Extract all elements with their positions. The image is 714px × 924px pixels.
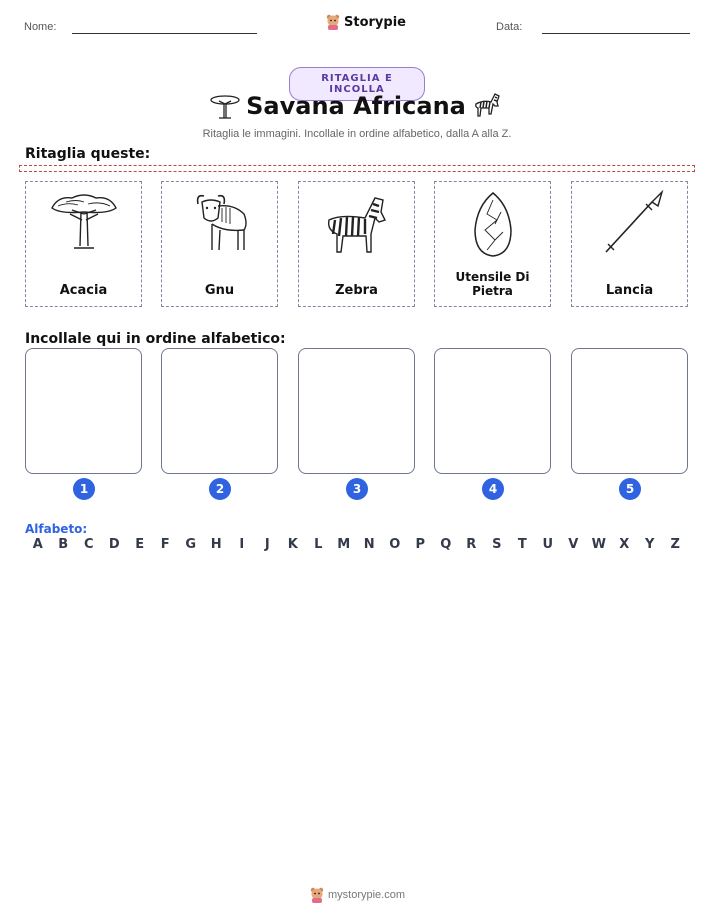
page-title: Savana Africana bbox=[246, 92, 466, 120]
cutout-card-zebra[interactable] bbox=[298, 181, 415, 307]
cut-heading: Ritaglia queste: bbox=[25, 146, 151, 162]
date-label: Data: bbox=[496, 21, 523, 33]
paste-box-3[interactable] bbox=[298, 348, 415, 474]
alphabet-letter: T bbox=[517, 537, 527, 552]
zebra-title-icon bbox=[471, 90, 503, 124]
alphabet-letter: G bbox=[185, 537, 197, 552]
number-badge: 3 bbox=[346, 478, 368, 500]
alphabet-title: Alfabeto: bbox=[25, 522, 88, 536]
footer-url[interactable]: mystorypie.com bbox=[328, 889, 406, 901]
paste-box-1[interactable] bbox=[25, 348, 142, 474]
cutout-card-gnu[interactable] bbox=[161, 181, 278, 307]
alphabet-letter: Y bbox=[645, 537, 655, 552]
alphabet-letter: F bbox=[160, 537, 170, 552]
alphabet-letter: Q bbox=[440, 537, 452, 552]
tree-title-icon bbox=[209, 92, 241, 124]
paste-box-2[interactable] bbox=[161, 348, 278, 474]
number-badge: 1 bbox=[73, 478, 95, 500]
alphabet-letter: Z bbox=[670, 537, 680, 552]
alphabet-letter: D bbox=[108, 537, 120, 552]
alphabet-letter: S bbox=[492, 537, 502, 552]
storypie-bear-icon bbox=[326, 14, 340, 30]
cutout-card-utensile-di-pietra[interactable] bbox=[434, 181, 551, 307]
name-label: Nome: bbox=[24, 21, 57, 33]
paste-heading: Incollale qui in ordine alfabetico: bbox=[25, 331, 286, 347]
date-line[interactable] bbox=[542, 33, 690, 34]
stone-tool-icon bbox=[457, 190, 529, 258]
alphabet-letter: E bbox=[135, 537, 145, 552]
footer bbox=[310, 887, 405, 903]
zebra-icon bbox=[321, 190, 393, 254]
alphabet-letter: M bbox=[337, 537, 351, 552]
name-line[interactable] bbox=[72, 33, 257, 34]
paste-box-5[interactable] bbox=[571, 348, 688, 474]
alphabet-letter: I bbox=[239, 537, 245, 552]
alphabet-row bbox=[25, 537, 688, 552]
alphabet-letter: A bbox=[32, 537, 43, 552]
alphabet-letter: W bbox=[591, 537, 606, 552]
card-label: Gnu bbox=[204, 283, 235, 298]
alphabet-letter: R bbox=[466, 537, 477, 552]
spear-icon bbox=[594, 190, 666, 258]
alphabet-letter: V bbox=[568, 537, 579, 552]
instructions: Ritaglia le immagini. Incollale in ordine alfabetico, dalla A alla Z. bbox=[202, 128, 512, 140]
alphabet-letter: U bbox=[542, 537, 554, 552]
alphabet-letter: C bbox=[83, 537, 94, 552]
card-label: Zebra bbox=[335, 283, 378, 298]
wildebeest-icon bbox=[184, 190, 256, 254]
alphabet-letter: B bbox=[58, 537, 69, 552]
number-badge: 4 bbox=[482, 478, 504, 500]
alphabet-letter: L bbox=[314, 537, 323, 552]
alphabet-letter: N bbox=[363, 537, 375, 552]
paste-box-4[interactable] bbox=[434, 348, 551, 474]
alphabet-letter: X bbox=[619, 537, 630, 552]
brand-name: Storypie bbox=[344, 14, 406, 30]
brand-logo bbox=[326, 14, 406, 30]
storypie-bear-icon bbox=[310, 887, 324, 903]
card-label: Utensile Di Pietra bbox=[455, 270, 530, 298]
number-badge: 5 bbox=[619, 478, 641, 500]
activity-badge: RITAGLIA E INCOLLA bbox=[289, 67, 425, 101]
alphabet-letter: P bbox=[415, 537, 426, 552]
card-label: Acacia bbox=[59, 283, 108, 298]
cutout-card-lancia[interactable] bbox=[571, 181, 688, 307]
alphabet-letter: O bbox=[389, 537, 401, 552]
cut-line bbox=[19, 165, 695, 172]
cutout-card-acacia[interactable] bbox=[25, 181, 142, 307]
acacia-tree-icon bbox=[48, 190, 120, 254]
alphabet-letter: K bbox=[287, 537, 298, 552]
number-badge: 2 bbox=[209, 478, 231, 500]
alphabet-letter: J bbox=[264, 537, 270, 552]
alphabet-letter: H bbox=[210, 537, 222, 552]
card-label: Lancia bbox=[605, 283, 654, 298]
